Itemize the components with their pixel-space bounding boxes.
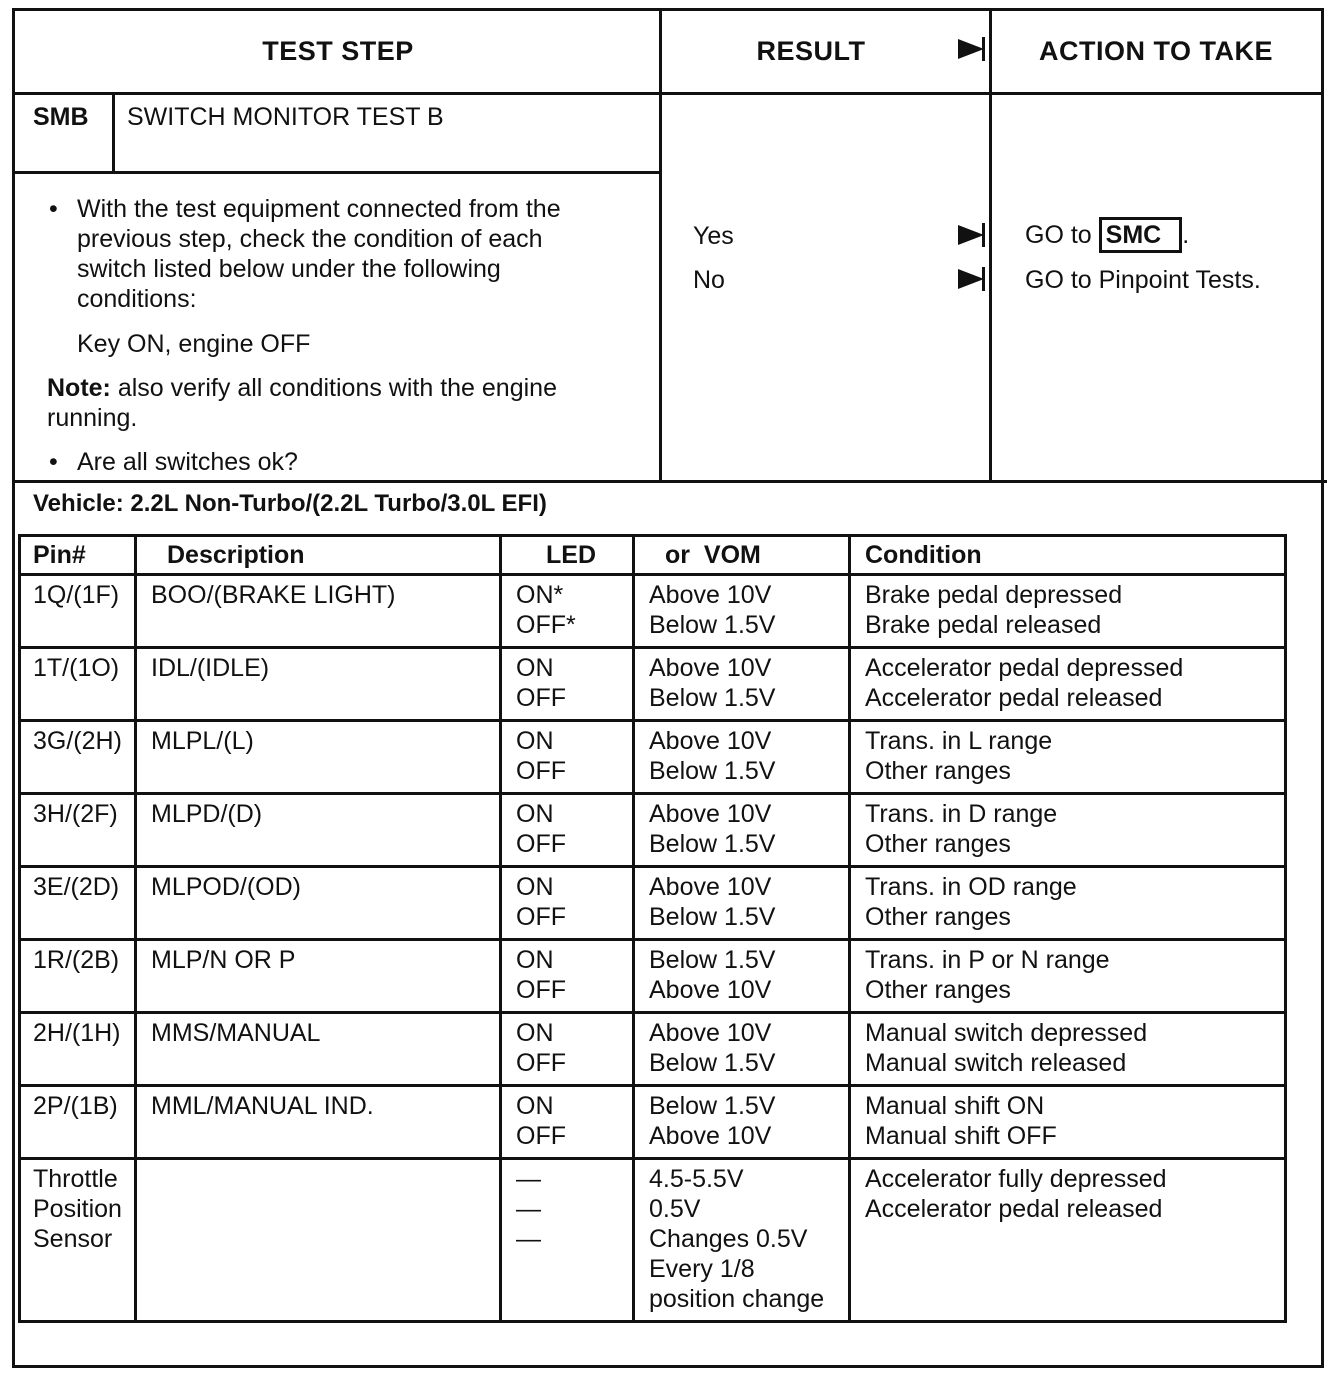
- cell-pin: 3G/(2H): [20, 721, 136, 794]
- col-pin: Pin#: [20, 536, 136, 575]
- cell-vom: Below 1.5V Above 10V: [634, 1086, 850, 1159]
- step-code: SMB: [33, 103, 89, 131]
- cell-description: MLP/N OR P: [136, 940, 501, 1013]
- col-vom: or VOM: [634, 536, 850, 575]
- no-arrow-icon: [958, 269, 984, 289]
- note-text: Note: also verify all conditions with the engine running.: [47, 374, 557, 432]
- cell-led: ON OFF: [501, 648, 634, 721]
- cell-condition: Brake pedal depressed Brake pedal released: [850, 575, 1286, 648]
- table-row: [20, 648, 1286, 721]
- cell-vom: Above 10V Below 1.5V: [634, 721, 850, 794]
- cell-led: ON OFF: [501, 1013, 634, 1086]
- cell-description: MLPD/(D): [136, 794, 501, 867]
- table-row: [20, 1086, 1286, 1159]
- header-test-step: TEST STEP: [15, 11, 661, 95]
- yes-arrow-icon: [958, 225, 984, 245]
- cell-vom: Above 10V Below 1.5V: [634, 648, 850, 721]
- cell-led: ON OFF: [501, 1086, 634, 1159]
- divider-result-action: [989, 11, 992, 483]
- cell-description: [136, 1159, 501, 1322]
- col-description: Description: [136, 536, 501, 575]
- cell-led: ON OFF: [501, 940, 634, 1013]
- cell-led: ON OFF: [501, 794, 634, 867]
- divider-step-result: [659, 11, 662, 483]
- table-row: [20, 940, 1286, 1013]
- cell-description: MML/MANUAL IND.: [136, 1086, 501, 1159]
- result-yes: Yes: [693, 222, 734, 250]
- cell-condition: Trans. in L range Other ranges: [850, 721, 1286, 794]
- cell-description: MLPOD/(OD): [136, 867, 501, 940]
- col-condition: Condition: [850, 536, 1286, 575]
- cell-pin: 2P/(1B): [20, 1086, 136, 1159]
- action-no: GO to Pinpoint Tests.: [1025, 266, 1261, 294]
- table-row: [20, 1159, 1286, 1322]
- cell-pin: Throttle Position Sensor: [20, 1159, 136, 1322]
- cell-condition: Accelerator pedal depressed Accelerator pedal released: [850, 648, 1286, 721]
- cell-vom: Above 10V Below 1.5V: [634, 867, 850, 940]
- cell-pin: 1R/(2B): [20, 940, 136, 1013]
- cell-pin: 3H/(2F): [20, 794, 136, 867]
- smc-reference-box[interactable]: SMC: [1099, 217, 1183, 253]
- cell-description: BOO/(BRAKE LIGHT): [136, 575, 501, 648]
- condition-text: Key ON, engine OFF: [77, 330, 311, 358]
- cell-led: ON OFF: [501, 721, 634, 794]
- cell-vom: 4.5-5.5V 0.5V Changes 0.5V Every 1/8 position change: [634, 1159, 850, 1322]
- cell-led: ON* OFF*: [501, 575, 634, 648]
- table-row: [20, 1013, 1286, 1086]
- cell-condition: Manual shift ON Manual shift OFF: [850, 1086, 1286, 1159]
- cell-vom: Above 10V Below 1.5V: [634, 1013, 850, 1086]
- cell-vom: Above 10V Below 1.5V: [634, 575, 850, 648]
- cell-pin: 2H/(1H): [20, 1013, 136, 1086]
- table-header-row: [20, 536, 1286, 575]
- cell-condition: Trans. in P or N range Other ranges: [850, 940, 1286, 1013]
- result-no: No: [693, 266, 725, 294]
- header-result: RESULT: [661, 11, 991, 95]
- vehicle-label: Vehicle: 2.2L Non-Turbo/(2.2L Turbo/3.0L EFI): [33, 490, 547, 517]
- table-row: [20, 867, 1286, 940]
- cell-description: MLPL/(L): [136, 721, 501, 794]
- bullet-icon: •: [49, 448, 58, 476]
- header-arrow-icon: [958, 39, 984, 59]
- divider-title-body: [15, 171, 661, 174]
- table-row: [20, 575, 1286, 648]
- cell-description: IDL/(IDLE): [136, 648, 501, 721]
- cell-vom: Above 10V Below 1.5V: [634, 794, 850, 867]
- cell-condition: Accelerator fully depressed Accelerator pedal released: [850, 1159, 1286, 1322]
- divider-vehicle: [15, 480, 1327, 483]
- step-title: SWITCH MONITOR TEST B: [127, 103, 444, 131]
- bullet1-text: With the test equipment connected from the previous step, check the condition of each switch listed below under the following conditions:: [77, 195, 561, 313]
- header-action: ACTION TO TAKE: [991, 11, 1321, 95]
- cell-condition: Trans. in D range Other ranges: [850, 794, 1286, 867]
- cell-pin: 1Q/(1F): [20, 575, 136, 648]
- table-row: [20, 794, 1286, 867]
- action-yes: GO to SMC .: [1025, 217, 1189, 253]
- cell-pin: 3E/(2D): [20, 867, 136, 940]
- bullet-icon: •: [49, 195, 58, 223]
- table-row: [20, 721, 1286, 794]
- cell-pin: 1T/(1O): [20, 648, 136, 721]
- divider-code-title: [112, 95, 115, 174]
- bullet2-text: Are all switches ok?: [77, 448, 298, 476]
- cell-led: — — —: [501, 1159, 634, 1322]
- cell-condition: Manual switch depressed Manual switch released: [850, 1013, 1286, 1086]
- cell-vom: Below 1.5V Above 10V: [634, 940, 850, 1013]
- cell-description: MMS/MANUAL: [136, 1013, 501, 1086]
- cell-led: ON OFF: [501, 867, 634, 940]
- cell-condition: Trans. in OD range Other ranges: [850, 867, 1286, 940]
- col-led: LED: [501, 536, 634, 575]
- switch-table: [18, 534, 1287, 1323]
